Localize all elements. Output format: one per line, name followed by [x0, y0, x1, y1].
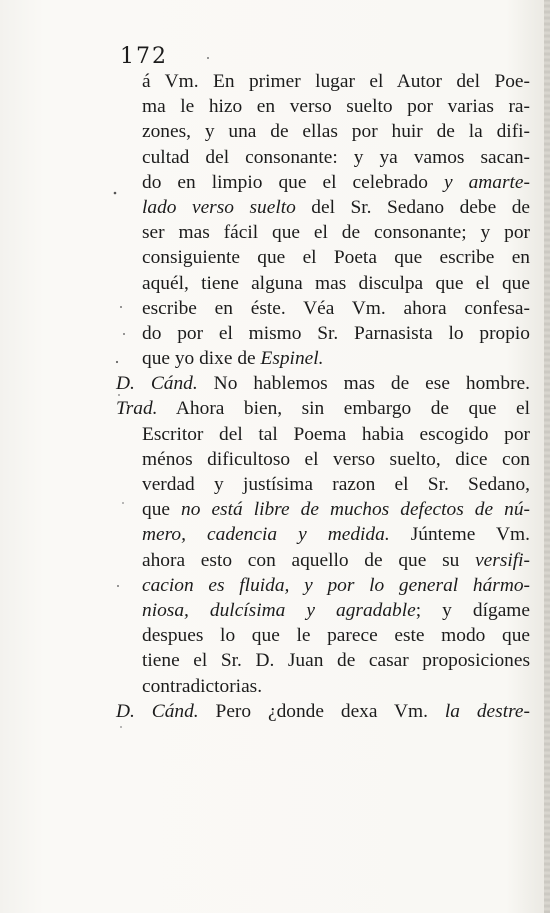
roman-text: Pero ¿donde dexa Vm. — [198, 700, 445, 722]
roman-text: do por el mismo Sr. Parnasista lo propio — [142, 322, 530, 344]
text-line — [112, 497, 530, 522]
text-line — [112, 371, 530, 396]
text-line — [112, 447, 530, 472]
roman-text: Escritor del tal Poema habia escogido por — [142, 423, 530, 445]
text-line — [112, 94, 530, 119]
roman-text: escribe en éste. Véa Vm. ahora confesa- — [142, 297, 530, 319]
roman-text: del Sr. Sedano debe de — [295, 196, 530, 218]
roman-text: No hablemos mas de ese hombre. — [197, 373, 530, 395]
roman-text: verdad y justísima razon el Sr. Sedano, — [142, 474, 530, 495]
italic-text: la destre- — [444, 700, 530, 722]
italic-text: y amarte- — [443, 171, 530, 193]
text-line — [112, 195, 530, 220]
roman-text: ser mas fácil que el de consonante; y por — [142, 222, 530, 244]
roman-text: á Vm. En primer lugar el Autor del Poe- — [142, 71, 530, 92]
text-line — [112, 271, 530, 296]
text-line — [112, 674, 530, 699]
roman-text: Ahora bien, sin embargo de que el — [157, 398, 530, 420]
roman-text: que yo dixe de — [142, 348, 261, 370]
text-line — [112, 145, 530, 170]
page-edge — [544, 0, 550, 913]
roman-text: ménos dificultoso el verso suelto, dice con — [142, 448, 530, 470]
speck — [207, 57, 209, 59]
italic-text: versifi- — [475, 549, 530, 571]
roman-text: consiguiente que el Poeta que escribe en — [142, 247, 530, 269]
text-line — [112, 69, 530, 94]
text-line — [112, 119, 530, 144]
text-line — [112, 296, 530, 321]
text-line — [112, 573, 530, 598]
text-line — [112, 422, 530, 447]
text-line — [112, 648, 530, 673]
text-line — [112, 170, 530, 195]
page-number: 172 — [120, 44, 168, 69]
text-line — [112, 220, 530, 245]
text-line — [112, 321, 530, 346]
roman-text: zones, y una de ellas por huir de la difi- — [142, 121, 530, 143]
roman-text: do en limpio que el celebrado — [142, 171, 444, 193]
text-line — [112, 548, 530, 573]
roman-text: ; y dígame — [415, 599, 530, 621]
text-line — [112, 522, 530, 547]
italic-text: cacion es fluida, y por lo general hármo- — [142, 574, 530, 596]
italic-text: Trad. — [116, 398, 158, 420]
roman-text: que — [142, 499, 182, 521]
text-line — [112, 346, 530, 371]
speck — [120, 726, 122, 728]
roman-text: aquél, tiene alguna mas disculpa que el que — [142, 272, 530, 294]
roman-text: tiene el Sr. D. Juan de casar proposiciones — [142, 650, 530, 672]
text-line — [112, 472, 530, 497]
roman-text: cultad del consonante: y ya vamos sacan- — [142, 146, 530, 168]
italic-text: niosa, dulcísima y agradable — [142, 599, 416, 621]
italic-text: lado verso suelto — [142, 196, 296, 218]
text-line — [112, 396, 530, 421]
text-line — [112, 245, 530, 270]
italic-text: mero, cadencia y medida. — [142, 524, 390, 546]
italic-text: D. Cánd. — [116, 700, 199, 722]
italic-text: Espinel. — [260, 348, 324, 370]
roman-text: despues lo que le parece este modo que — [142, 625, 530, 647]
page-text — [112, 69, 530, 724]
roman-text: ahora esto con aquello de que su — [142, 549, 476, 571]
roman-text: ma le hizo en verso suelto por varias ra- — [142, 96, 530, 118]
text-line — [112, 598, 530, 623]
text-line — [112, 699, 530, 724]
italic-text: D. Cánd. — [116, 373, 198, 395]
italic-text: no está libre de muchos defectos de nú- — [181, 499, 530, 521]
roman-text: Júnteme Vm. — [389, 524, 530, 546]
roman-text: contradictorias. — [142, 675, 263, 697]
text-line — [112, 623, 530, 648]
